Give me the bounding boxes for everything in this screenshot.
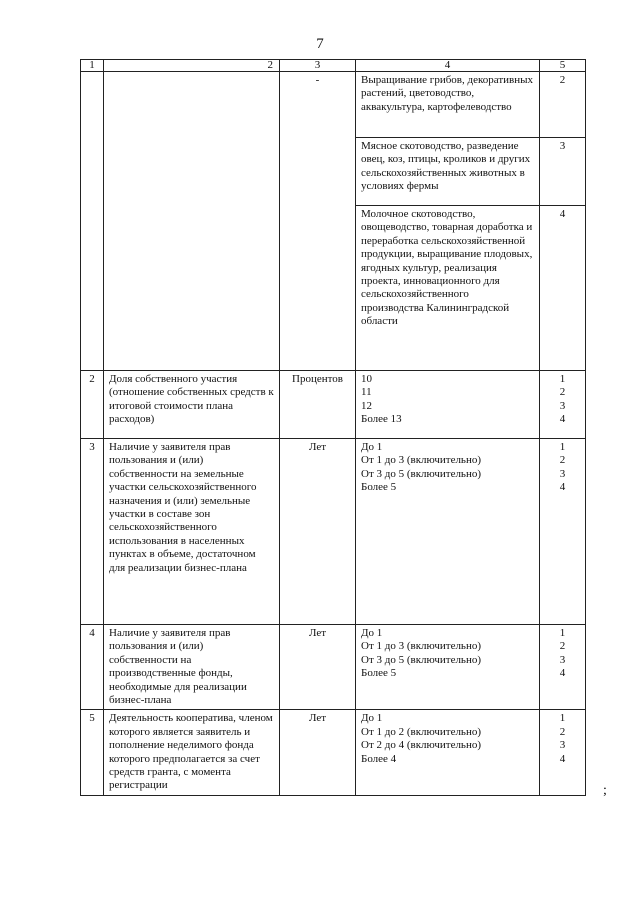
score-line: 1: [559, 373, 566, 385]
value-line: До 1: [361, 627, 383, 639]
score-line: 1: [559, 712, 566, 725]
score-line: 4: [559, 481, 566, 494]
value-line: До 1: [361, 712, 383, 725]
score-line: 2: [559, 454, 566, 467]
header-cell-col5: 5: [540, 60, 586, 72]
value-line: 11: [361, 386, 372, 399]
value-line: От 3 до 5 (включительно): [361, 653, 482, 666]
row-number: 4: [81, 625, 104, 710]
criterion-cell: Наличие у заявителя прав пользования и (или) собственности на производственные фонды, необходимые для реализации бизнес-плана: [104, 625, 280, 710]
unit-cell: Лет: [280, 710, 356, 795]
table-row: [81, 439, 586, 625]
criterion-cell: Деятельность кооператива, членом которого является заявитель и пополнение неделимого фонда которого предполагается за счет средств гранта, с момента регистрации: [104, 710, 280, 795]
row-number: [81, 72, 104, 371]
score-line: 3: [559, 467, 566, 480]
value-line: Более 5: [361, 667, 397, 680]
value-line: Более 13: [361, 413, 402, 426]
score-line: 1: [559, 627, 566, 639]
score-line: 2: [559, 640, 566, 653]
score-line: 1: [559, 441, 566, 453]
score-cell: 4: [540, 206, 586, 371]
criterion-cell: Доля собственного участия (отношение собственных средств к итоговой стоимости плана расходов): [104, 371, 280, 439]
trailing-semicolon: ;: [603, 783, 607, 798]
value-line: От 1 до 3 (включительно): [361, 640, 482, 653]
option-cell: Молочное скотоводство, овощеводство, товарная доработка и переработка сельскохозяйственной продукции, выращивание плодовых, ягодных культур, реализация проекта, инновационного для сельскохозяйственного производства Калининградской области: [356, 206, 540, 371]
value-line: От 2 до 4 (включительно): [361, 739, 482, 752]
value-line: Более 5: [361, 481, 397, 494]
value-line: 12: [361, 399, 372, 412]
score-line: 3: [559, 653, 566, 666]
table-row: [81, 625, 586, 710]
page-number: 7: [316, 36, 324, 52]
value-line: 10: [361, 373, 372, 385]
unit-cell: Лет: [280, 439, 356, 625]
row-number: 5: [81, 710, 104, 795]
criterion-cell: [104, 72, 280, 371]
unit-cell: Процентов: [280, 371, 356, 439]
option-cell: Мясное скотоводство, разведение овец, коз, птицы, кроликов и других сельскохозяйственных животных в условиях фермы: [356, 138, 540, 206]
values-cell: [356, 710, 540, 795]
score-line: 4: [559, 413, 566, 426]
header-cell-col3: 3: [280, 60, 356, 72]
criterion-cell: Наличие у заявителя прав пользования и (или) собственности на земельные участки сельскохозяйственного назначения и (или) земельные участки в составе зон сельскохозяйственного использования в населенных пунктах в объеме, достаточном для реализации бизнес-плана: [104, 439, 280, 625]
scores-cell: [540, 710, 586, 795]
table-header-row: [81, 60, 586, 72]
score-line: 4: [559, 752, 566, 765]
header-cell-col4: 4: [356, 60, 540, 72]
row-number: 2: [81, 371, 104, 439]
scores-cell: [540, 439, 586, 625]
unit-cell: -: [280, 72, 356, 371]
values-cell: [356, 371, 540, 439]
table-row: [81, 371, 586, 439]
criteria-table: [80, 59, 586, 796]
values-cell: [356, 439, 540, 625]
score-line: 3: [559, 739, 566, 752]
score-line: 2: [559, 725, 566, 738]
value-line: Более 4: [361, 752, 397, 765]
table-row: [81, 72, 586, 138]
header-cell-col1: 1: [81, 60, 104, 72]
table-row: [81, 710, 586, 795]
option-cell: Выращивание грибов, декоративных растений, цветоводство, аквакультура, картофелеводство: [356, 72, 540, 138]
score-cell: 3: [540, 138, 586, 206]
score-line: 2: [559, 386, 566, 399]
score-line: 4: [559, 667, 566, 680]
value-line: До 1: [361, 441, 383, 453]
header-cell-col2: 2: [104, 60, 280, 72]
unit-cell: Лет: [280, 625, 356, 710]
values-cell: [356, 625, 540, 710]
row-number: 3: [81, 439, 104, 625]
value-line: От 1 до 2 (включительно): [361, 725, 482, 738]
value-line: От 3 до 5 (включительно): [361, 467, 482, 480]
scores-cell: [540, 625, 586, 710]
value-line: От 1 до 3 (включительно): [361, 454, 482, 467]
score-line: 3: [559, 399, 566, 412]
score-cell: 2: [540, 72, 586, 138]
scores-cell: [540, 371, 586, 439]
